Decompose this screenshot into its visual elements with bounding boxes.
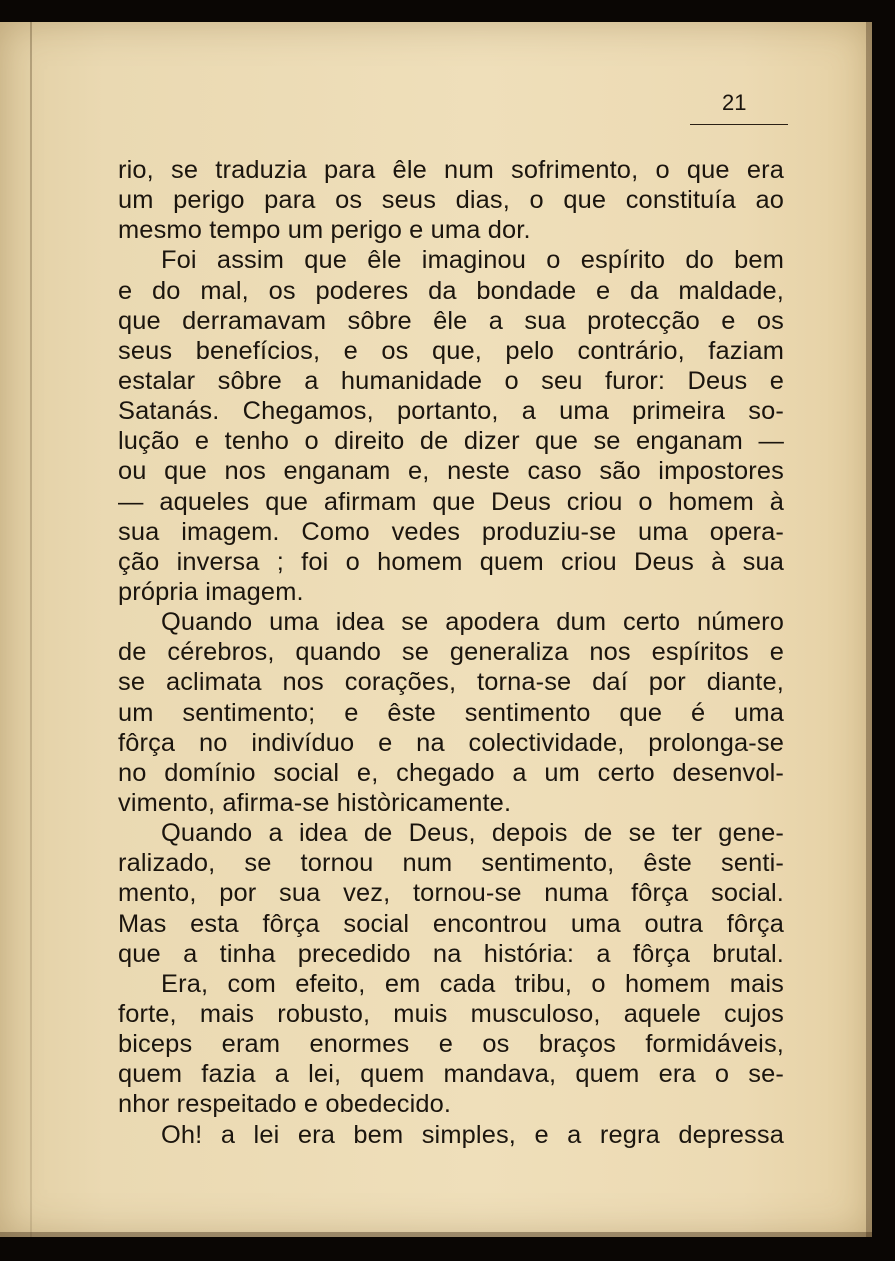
text-line: ção inversa ; foi o homem quem criou Deus à sua — [118, 547, 784, 576]
text-line: fôrça no indivíduo e na colectividade, prolonga-se — [118, 728, 784, 757]
text-line: própria imagem. — [118, 577, 304, 606]
text-line: vimento, afirma-se històricamente. — [118, 788, 512, 817]
text-line: estalar sôbre a humanidade o seu furor: Deus e — [118, 366, 784, 395]
text-line: quem fazia a lei, quem mandava, quem era o se- — [118, 1060, 784, 1089]
text-line: mento, por sua vez, tornou-se numa fôrça social. — [118, 879, 784, 908]
page-right-edge — [866, 22, 872, 1237]
text-line: nhor respeitado e obedecido. — [118, 1090, 452, 1119]
text-line: — aqueles que afirmam que Deus criou o homem à — [118, 487, 784, 516]
text-line: sua imagem. Como vedes produziu-se uma opera- — [118, 517, 784, 546]
text-line: forte, mais robusto, muis musculoso, aquele cujos — [118, 999, 784, 1028]
page-number-rule — [690, 124, 788, 125]
book-page — [0, 22, 872, 1237]
text-line: um sentimento; e êste sentimento que é uma — [118, 698, 784, 727]
page-bottom-edge — [0, 1232, 872, 1237]
text-line: ou que nos enganam e, neste caso são impostores — [118, 457, 784, 486]
text-line: rio, se traduzia para êle num sofrimento, o que era — [118, 156, 784, 184]
text-line: no domínio social e, chegado a um certo desenvol- — [118, 758, 784, 787]
text-line: biceps eram enormes e os braços formidáveis, — [118, 1030, 784, 1059]
text-line: Mas esta fôrça social encontrou uma outra fôrça — [118, 909, 784, 938]
page-number: 21 — [722, 90, 747, 115]
text-line: que derramavam sôbre êle a sua protecção e os — [118, 306, 784, 335]
text-line: ralizado, se tornou num sentimento, êste senti- — [118, 849, 784, 878]
text-line: Era, com efeito, em cada tribu, o homem mais — [161, 969, 784, 998]
text-line: um perigo para os seus dias, o que constituía ao — [118, 186, 784, 215]
text-line: Oh! a lei era bem simples, e a regra depressa — [161, 1120, 784, 1149]
text-line: Foi assim que êle imaginou o espírito do bem — [161, 246, 784, 275]
text-line: de cérebros, quando se generaliza nos espíritos e — [118, 638, 784, 667]
text-line: seus benefícios, e os que, pelo contrário, faziam — [118, 336, 784, 365]
text-line: Quando uma idea se apodera dum certo número — [161, 608, 784, 637]
text-line: lução e tenho o direito de dizer que se enganam — — [118, 427, 784, 456]
text-line: que a tinha precedido na história: a fôrça brutal. — [118, 939, 784, 968]
text-line: Quando a idea de Deus, depois de se ter gene- — [161, 819, 784, 848]
body-text — [118, 155, 784, 1150]
text-line: Satanás. Chegamos, portanto, a uma primeira so- — [118, 397, 784, 426]
text-line: se aclimata nos corações, torna-se daí por diante, — [118, 668, 784, 697]
text-line: mesmo tempo um perigo e uma dor. — [118, 216, 531, 245]
page-spine-shadow — [30, 22, 32, 1237]
text-line: e do mal, os poderes da bondade e da maldade, — [118, 276, 784, 305]
